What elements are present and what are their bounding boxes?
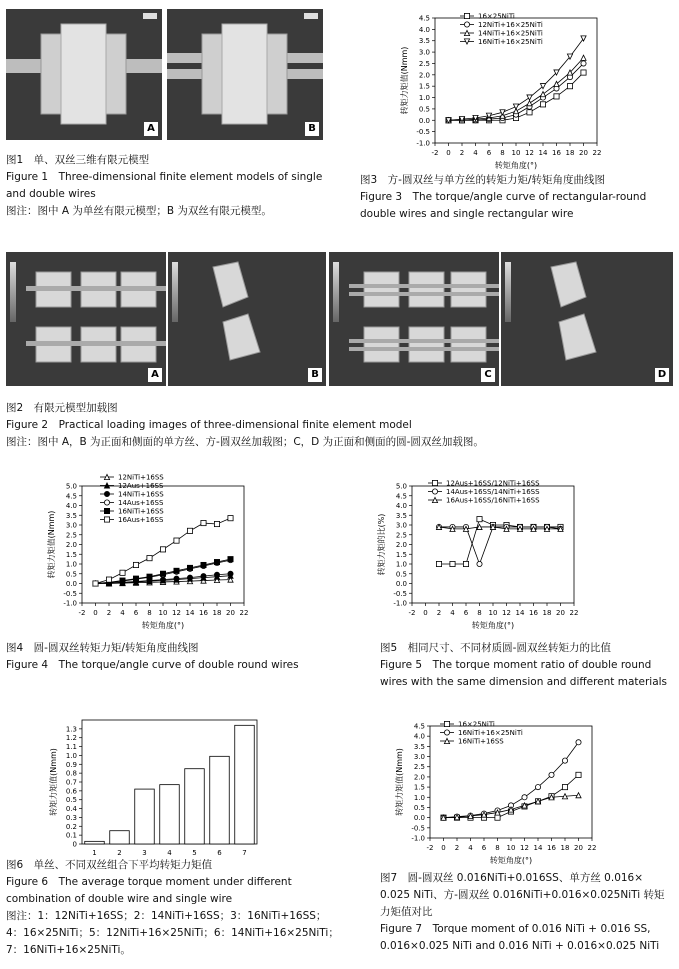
fig4-legend-marker-5	[104, 517, 109, 522]
fig4-legend-label-0: 12NiTi+16SS	[118, 473, 164, 482]
fig5-point-0-1	[450, 561, 455, 566]
fig2-panel-b	[168, 252, 326, 386]
fig5-series-1	[436, 524, 563, 566]
fig4-point-2-5	[160, 577, 165, 582]
fig3-legend-label-3: 16NiTi+16×25NiTi	[478, 38, 543, 46]
fig3-xtick-label-9: 16	[552, 149, 561, 157]
fig3-series-3	[446, 36, 586, 123]
fig7-point-1-8	[549, 772, 554, 777]
fig7-xtick-label-1: 0	[441, 844, 446, 852]
fig5-xtick-label-12: 22	[569, 609, 579, 617]
fig7-legend-marker-0	[444, 721, 449, 726]
fig5-ytick-label-6: 2.0	[395, 541, 407, 549]
fig3-legend-marker-0	[464, 13, 469, 18]
fig4-chart	[30, 470, 255, 640]
fig5-xlabel: 转矩角度(°)	[471, 621, 515, 630]
fig4-point-2-8	[201, 573, 206, 578]
fig7-caption-zh-2: 0.025 NiTi、方-圆双丝 0.016NiTi+0.016×0.025NiTi 转矩	[380, 889, 665, 901]
fig4-point-5-3	[133, 562, 138, 567]
fig7-caption-en-1: Figure 7 Torque moment of 0.016 NiTi + 0.016 SS,	[380, 923, 651, 935]
fig4-xlabel: 转矩角度(°)	[141, 621, 185, 630]
fig5-xtick-label-11: 20	[556, 609, 565, 617]
fig4-ylabel: 转矩力矩值(Nmm)	[47, 510, 56, 579]
fig4-xtick-label-12: 22	[239, 609, 249, 617]
fig5-caption	[380, 640, 675, 691]
fig5-point-1-3	[477, 561, 482, 566]
fig4-caption-en: Figure 4 The torque/angle curve of double round wires	[6, 659, 299, 671]
fig4-point-2-10	[228, 571, 233, 576]
fig4-point-5-8	[201, 520, 206, 525]
fig6-ytick-label-2: 0.2	[65, 822, 77, 831]
fig5-ytick-label-1: -0.5	[393, 589, 407, 598]
fig4-ytick-label-8: 3.0	[65, 521, 77, 530]
fig5-xtick-label-2: 2	[436, 609, 442, 617]
fig5-chart	[360, 470, 585, 640]
fig5-ytick-label-12: 5.0	[395, 482, 407, 491]
fig5-legend-marker-1	[432, 489, 437, 494]
fig3-point-3-6	[527, 95, 532, 100]
fig3-point-2-6	[527, 101, 532, 106]
fig3-point-1-10	[581, 61, 586, 66]
fig7-xtick-label-11: 20	[574, 844, 583, 852]
fig7-point-1-6	[522, 795, 527, 800]
fig4-point-5-10	[228, 516, 233, 521]
fig4-ytick-label-1: -0.5	[63, 589, 77, 598]
fig3-caption	[360, 172, 670, 223]
fig2-panel-b-label: B	[308, 368, 322, 382]
fig4-point-5-0	[93, 581, 98, 586]
fig4-ytick-label-9: 3.5	[65, 511, 77, 520]
fig5-ytick-label-4: 1.0	[395, 560, 407, 569]
fig1-caption-en: Figure 1 Three-dimensional finite element models of single and double wires	[6, 171, 323, 200]
fig6-ylabel: 转矩力矩值(Nmm)	[49, 748, 58, 816]
fig3-xtick-label-1: 0	[446, 149, 451, 157]
fig5-point-0-0	[436, 561, 441, 566]
fig4-legend-label-3: 14Aus+16SS	[118, 499, 164, 507]
fig4-point-5-1	[106, 577, 111, 582]
fig5-series-line-0	[439, 519, 561, 564]
fig3-xlabel: 转矩角度(°)	[494, 161, 538, 170]
fig6-ytick-label-11: 1.1	[65, 743, 77, 752]
fig5-xtick-label-8: 14	[515, 609, 525, 617]
fig3-ytick-label-8: 3.0	[418, 48, 430, 57]
fig3-caption-en: Figure 3 The torque/angle curve of rectangular-round double wires and single rectangular wire	[360, 191, 647, 220]
fig1-model-double-wire	[167, 9, 323, 140]
fig7-xtick-label-5: 8	[495, 844, 500, 852]
fig3-point-3-4	[500, 110, 505, 115]
fig4-point-4-8	[201, 562, 206, 567]
fig5-ytick-label-2: 0.0	[395, 580, 407, 588]
fig4-point-4-3	[133, 576, 138, 581]
fig3-ytick-label-9: 3.5	[418, 37, 430, 46]
fig4-caption-zh: 图4 圆-圆双丝转矩力矩/转矩角度曲线图	[6, 642, 199, 654]
fig4-point-4-6	[174, 568, 179, 573]
fig6-ytick-label-8: 0.8	[65, 769, 77, 778]
fig4-xtick-label-4: 6	[133, 609, 139, 617]
fig4-point-4-2	[120, 578, 125, 583]
fig4-ytick-label-5: 1.5	[65, 550, 77, 559]
fig7-ytick-label-1: -0.5	[411, 824, 425, 833]
fig6-caption-zh: 图6 单丝、不同双丝组合下平均转矩力矩值	[6, 859, 213, 871]
fig5-ytick-label-0: -1.0	[393, 599, 407, 608]
fig4-xtick-label-1: 0	[93, 609, 98, 617]
fig7-xtick-label-10: 18	[560, 844, 570, 852]
fig6-ytick-label-3: 0.3	[65, 813, 77, 822]
fig6-ytick-label-0: 0	[72, 840, 77, 849]
fig6-bar-6	[235, 725, 255, 844]
fig3-xtick-label-8: 14	[538, 149, 548, 157]
fig6-xtick-label-5: 6	[217, 849, 222, 857]
fig5-xtick-label-5: 8	[477, 609, 482, 617]
fig3-ytick-label-4: 1.0	[418, 94, 430, 103]
fig6-xtick-label-1: 2	[117, 849, 122, 857]
fig5-series-line-1	[439, 527, 561, 564]
fig7-xtick-label-0: -2	[426, 844, 434, 852]
fig6-xtick-label-4: 5	[192, 849, 197, 857]
fig7-xtick-label-12: 22	[587, 844, 597, 852]
fig2-panel-d-label: D	[655, 368, 669, 382]
fig6-ytick-label-4: 0.4	[65, 805, 77, 814]
fig4-legend-marker-3	[104, 500, 109, 505]
fig6-ytick-label-7: 0.7	[65, 778, 77, 787]
fig7-caption	[380, 870, 675, 955]
fig5-xtick-label-10: 18	[542, 609, 552, 617]
fig7-legend-label-0: 16×25NiTi	[458, 720, 495, 729]
fig6-bar-1	[110, 831, 130, 844]
fig2-note: 图注：图中 A，B 为正面和侧面的单方丝、方-圆双丝加载图；C，D 为正面和侧面的圆-圆双丝加载图。	[6, 436, 484, 448]
fig6-bar-2	[135, 789, 155, 844]
fig4-ytick-label-2: 0.0	[65, 580, 77, 588]
fig5-xtick-label-3: 4	[450, 609, 455, 617]
fig7-point-1-10	[576, 740, 581, 745]
fig6-ytick-label-5: 0.5	[65, 796, 77, 805]
fig5-ytick-label-3: 0.5	[395, 570, 407, 579]
fig5-ytick-label-5: 1.5	[395, 550, 407, 559]
fig4-point-5-2	[120, 570, 125, 575]
fig4-xtick-label-5: 8	[147, 609, 152, 617]
fig7-xtick-label-6: 10	[506, 844, 516, 852]
fig7-ytick-label-8: 3.0	[413, 753, 425, 762]
fig3-xtick-label-11: 20	[579, 149, 588, 157]
fig3-chart	[385, 0, 615, 170]
fig3-point-0-8	[554, 94, 559, 99]
fig3-ytick-label-2: 0.0	[418, 116, 430, 125]
fig4-point-5-5	[160, 547, 165, 552]
fig6-xtick-label-6: 7	[242, 849, 247, 857]
fig2-caption-en: Figure 2 Practical loading images of three-dimensional finite element model	[6, 419, 412, 431]
fig4-caption	[6, 640, 336, 674]
fig5-xtick-label-0: -2	[408, 609, 416, 617]
fig7-ylabel: 转矩力矩值(Nmm)	[395, 748, 404, 816]
fig1-panel-b-label: B	[305, 122, 319, 136]
fig7-ytick-label-6: 2.0	[413, 773, 425, 782]
fig5-xtick-label-1: 0	[423, 609, 428, 617]
fig1-note: 图注：图中 A 为单丝有限元模型；B 为双丝有限元模型。	[6, 205, 272, 217]
fig3-point-0-9	[567, 84, 572, 89]
fig4-ytick-label-6: 2.0	[65, 541, 77, 549]
fig4-point-2-6	[174, 576, 179, 581]
fig4-xtick-label-7: 12	[172, 609, 181, 617]
fig4-point-2-9	[214, 572, 219, 577]
fig4-legend-label-2: 14NiTi+16SS	[118, 490, 164, 499]
fig2-panel-c	[329, 252, 499, 386]
fig3-ytick-label-3: 0.5	[418, 105, 430, 114]
fig5-ytick-label-11: 4.5	[395, 492, 407, 501]
fig3-xtick-label-3: 4	[473, 149, 478, 157]
fig3-legend-label-1: 12NiTi+16×25NiTi	[478, 21, 543, 29]
fig5-ytick-label-8: 3.0	[395, 521, 407, 530]
fig4-xtick-label-10: 18	[212, 609, 222, 617]
fig7-legend-label-2: 16NiTi+16SS	[458, 737, 504, 746]
fig4-point-5-6	[174, 538, 179, 543]
fig3-caption-zh: 图3 方-圆双丝与单方丝的转矩力矩/转矩角度曲线图	[360, 174, 606, 186]
fig4-ytick-label-4: 1.0	[65, 560, 77, 569]
fig1-panel-a	[6, 9, 162, 140]
fig7-xtick-label-7: 12	[520, 844, 529, 852]
fig5-legend-label-1: 14Aus+16SS/14NiTi+16SS	[446, 488, 540, 496]
fig3-ytick-label-0: -1.0	[416, 139, 430, 148]
fig3-ytick-label-6: 2.0	[418, 71, 430, 80]
fig2-model-front	[6, 252, 166, 386]
fig4-point-4-4	[147, 574, 152, 579]
fig3-series-2	[446, 55, 586, 123]
fig3-xtick-label-4: 6	[486, 149, 492, 157]
fig7-xtick-label-2: 2	[454, 844, 460, 852]
fig4-point-4-9	[214, 559, 219, 564]
fig3-legend-label-2: 14NiTi+16×25NiTi	[478, 29, 543, 38]
fig1-model-single-wire	[6, 9, 162, 140]
fig5-xtick-label-7: 12	[502, 609, 511, 617]
fig3-ytick-label-5: 1.5	[418, 82, 430, 91]
fig2-caption-zh: 图2 有限元模型加载图	[6, 402, 118, 414]
fig4-xtick-label-9: 16	[199, 609, 208, 617]
fig5-legend-label-0: 12Aus+16SS/12NiTi+16SS	[446, 479, 540, 488]
fig7-point-0-9	[562, 784, 567, 789]
fig7-legend-marker-1	[444, 730, 449, 735]
fig7-point-0-4	[495, 815, 500, 820]
fig4-point-4-7	[187, 565, 192, 570]
fig5-caption-en: Figure 5 The torque moment ratio of double round wires with the same dimension and different materials	[380, 659, 668, 688]
fig7-xtick-label-3: 4	[468, 844, 473, 852]
fig6-bar-4	[185, 769, 205, 844]
fig4-point-4-10	[228, 557, 233, 562]
fig3-ytick-label-7: 2.5	[418, 59, 430, 68]
fig5-legend-label-2: 16Aus+16SS/16NiTi+16SS	[446, 496, 540, 505]
fig2-panel-c-label: C	[481, 368, 495, 382]
fig6-ytick-label-13: 1.3	[65, 725, 77, 734]
fig3-legend-label-0: 16×25NiTi	[478, 12, 515, 21]
fig4-legend-marker-2	[104, 491, 109, 496]
fig4-legend-label-5: 16Aus+16SS	[118, 516, 164, 524]
fig7-plot-frame	[430, 726, 592, 838]
fig1-panel-b	[167, 9, 323, 140]
fig1-caption-zh: 图1 单、双丝三维有限元模型	[6, 154, 150, 166]
fig3-xtick-label-6: 10	[511, 149, 521, 157]
fig3-ylabel: 转矩力矩值(Nmm)	[400, 46, 409, 115]
fig4-point-4-5	[160, 571, 165, 576]
fig3-point-0-6	[527, 110, 532, 115]
fig6-bar-5	[210, 756, 230, 844]
fig6-ytick-label-6: 0.6	[65, 787, 77, 796]
fig6-bar-0	[85, 841, 105, 844]
fig6-ytick-label-12: 1.2	[65, 734, 77, 743]
fig6-ytick-label-1: 0.1	[65, 831, 77, 840]
fig7-ytick-label-2: 0.0	[413, 814, 425, 823]
fig7-caption-zh-3: 力矩值对比	[380, 906, 433, 918]
fig4-ytick-label-11: 4.5	[65, 492, 77, 501]
fig5-ylabel: 转矩力矩的比(%)	[377, 513, 386, 576]
fig3-xtick-label-12: 22	[592, 149, 602, 157]
fig6-caption	[6, 857, 341, 959]
fig6-bar-3	[160, 785, 180, 844]
fig2-panel-a	[6, 252, 166, 386]
fig6-chart	[40, 715, 265, 860]
fig6-xtick-label-3: 4	[167, 849, 172, 857]
fig5-xtick-label-6: 10	[488, 609, 498, 617]
fig5-xtick-label-9: 16	[529, 609, 538, 617]
fig4-xtick-label-6: 10	[158, 609, 168, 617]
fig4-xtick-label-11: 20	[226, 609, 235, 617]
fig4-xtick-label-3: 4	[120, 609, 125, 617]
fig7-ytick-label-3: 0.5	[413, 803, 425, 812]
fig3-point-0-10	[581, 70, 586, 75]
fig7-xlabel: 转矩角度(°)	[489, 856, 533, 865]
fig6-ytick-label-9: 0.9	[65, 760, 77, 769]
fig7-point-1-7	[535, 784, 540, 789]
fig7-point-0-10	[576, 772, 581, 777]
fig4-ytick-label-0: -1.0	[63, 599, 77, 608]
fig7-ytick-label-10: 4.0	[413, 732, 425, 741]
fig4-legend-marker-4	[104, 508, 109, 513]
fig7-ytick-label-4: 1.0	[413, 793, 425, 802]
fig3-xtick-label-5: 8	[500, 149, 505, 157]
fig4-ytick-label-10: 4.0	[65, 502, 77, 510]
fig5-ytick-label-7: 2.5	[395, 531, 407, 540]
fig3-xtick-label-7: 12	[525, 149, 534, 157]
fig7-caption-zh-1: 图7 圆-圆双丝 0.016NiTi+0.016SS、单方丝 0.016×	[380, 872, 644, 884]
fig6-xtick-label-0: 1	[92, 849, 97, 857]
fig3-ytick-label-1: -0.5	[416, 128, 430, 137]
fig4-xtick-label-8: 14	[185, 609, 195, 617]
fig6-ytick-label-10: 1.0	[65, 751, 77, 760]
fig4-ytick-label-7: 2.5	[65, 531, 77, 540]
fig7-caption-en-2: 0.016×0.025 NiTi and 0.016 NiTi + 0.016×0.025 NiTi	[380, 940, 660, 952]
fig2-model-round-front	[329, 252, 499, 386]
fig6-note-1: 图注：1：12NiTi+16SS；2：14NiTi+16SS；3：16NiTi+16SS；	[6, 910, 327, 922]
fig4-point-5-7	[187, 528, 192, 533]
fig7-ytick-label-9: 3.5	[413, 742, 425, 751]
fig6-xtick-label-2: 3	[142, 849, 147, 857]
fig5-series-0	[436, 517, 563, 567]
fig3-point-3-5	[513, 104, 518, 109]
fig7-legend-label-1: 16NiTi+16×25NiTi	[458, 729, 523, 737]
fig3-xtick-label-10: 18	[565, 149, 575, 157]
fig7-xtick-label-8: 14	[533, 844, 543, 852]
fig7-chart	[380, 712, 605, 867]
fig3-point-2-10	[581, 55, 586, 60]
fig7-xtick-label-9: 16	[547, 844, 556, 852]
fig2-model-round-side	[501, 252, 673, 386]
fig7-ytick-label-7: 2.5	[413, 763, 425, 772]
fig5-legend-marker-0	[432, 480, 437, 485]
fig2-panel-a-label: A	[148, 368, 162, 382]
fig7-ytick-label-11: 4.5	[413, 722, 425, 731]
fig2-panel-d	[501, 252, 673, 386]
fig7-point-1-9	[562, 758, 567, 763]
fig4-xtick-label-0: -2	[78, 609, 86, 617]
fig1-caption	[6, 152, 326, 220]
fig7-xtick-label-4: 6	[481, 844, 487, 852]
fig5-xtick-label-4: 6	[463, 609, 469, 617]
fig4-ytick-label-12: 5.0	[65, 482, 77, 491]
fig6-caption-en: Figure 6 The average torque moment under different combination of double wire and single wire	[6, 876, 292, 905]
fig3-xtick-label-2: 2	[459, 149, 465, 157]
fig5-ytick-label-10: 4.0	[395, 502, 407, 510]
fig5-ytick-label-9: 3.5	[395, 511, 407, 520]
fig4-legend-label-1: 12Aus+16SS	[118, 482, 164, 490]
fig7-ytick-label-5: 1.5	[413, 783, 425, 792]
fig2-model-side	[168, 252, 326, 386]
fig4-xtick-label-2: 2	[106, 609, 112, 617]
fig2-caption	[6, 400, 676, 451]
fig4-ytick-label-3: 0.5	[65, 570, 77, 579]
fig3-point-0-7	[540, 102, 545, 107]
fig4-point-2-7	[187, 575, 192, 580]
fig4-point-5-4	[147, 556, 152, 561]
fig4-point-5-9	[214, 521, 219, 526]
fig1-panel-a-label: A	[144, 122, 158, 136]
fig3-ytick-label-11: 4.5	[418, 14, 430, 23]
fig3-xtick-label-0: -2	[431, 149, 439, 157]
fig5-point-0-3	[477, 517, 482, 522]
fig7-ytick-label-0: -1.0	[411, 834, 425, 843]
fig3-ytick-label-10: 4.0	[418, 25, 430, 34]
fig6-note-2: 4：16×25NiTi；5：12NiTi+16×25NiTi；6：14NiTi+16×25NiTi；	[6, 927, 339, 939]
fig6-note-3: 7：16NiTi+16×25NiTi。	[6, 944, 131, 956]
fig5-point-0-2	[463, 561, 468, 566]
fig3-legend-marker-1	[464, 22, 469, 27]
fig5-caption-zh: 图5 相同尺寸、不同材质圆-圆双丝转矩力的比值	[380, 642, 611, 654]
fig4-legend-label-4: 16NiTi+16SS	[118, 507, 164, 516]
